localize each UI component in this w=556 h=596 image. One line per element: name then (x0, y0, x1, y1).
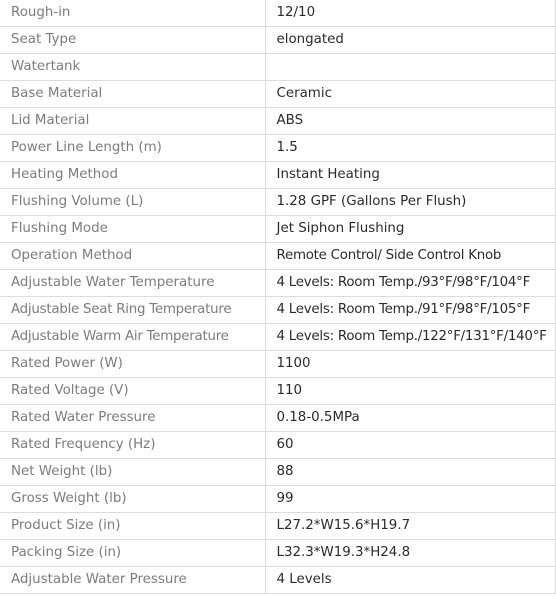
table-row (0, 351, 555, 378)
spec-value: 110 (265, 378, 555, 405)
table-row (0, 459, 555, 486)
table-row (0, 270, 555, 297)
spec-label: Rough-in (0, 0, 265, 27)
spec-value: Instant Heating (265, 162, 555, 189)
table-row (0, 432, 555, 459)
table-row (0, 405, 555, 432)
spec-value: 1.5 (265, 135, 555, 162)
spec-value: Remote Control/ Side Control Knob (265, 243, 555, 270)
spec-label: Operation Method (0, 243, 265, 270)
table-row (0, 378, 555, 405)
spec-label: Rated Voltage (V) (0, 378, 265, 405)
spec-value: 99 (265, 486, 555, 513)
spec-value: ABS (265, 108, 555, 135)
spec-label: Adjustable Water Pressure (0, 567, 265, 594)
spec-label: Net Weight (lb) (0, 459, 265, 486)
spec-label: Power Line Length (m) (0, 135, 265, 162)
spec-value: Ceramic (265, 81, 555, 108)
spec-label: Product Size (in) (0, 513, 265, 540)
spec-value: 1100 (265, 351, 555, 378)
spec-value: Jet Siphon Flushing (265, 216, 555, 243)
table-row (0, 243, 555, 270)
spec-value: L32.3*W19.3*H24.8 (265, 540, 555, 567)
table-row (0, 513, 555, 540)
spec-value: 1.28 GPF (Gallons Per Flush) (265, 189, 555, 216)
spec-label: Adjustable Water Temperature (0, 270, 265, 297)
spec-label: Rated Water Pressure (0, 405, 265, 432)
table-row (0, 324, 555, 351)
spec-label: Lid Material (0, 108, 265, 135)
spec-value: 4 Levels: Room Temp./122°F/131°F/140°F (265, 324, 555, 351)
table-row (0, 81, 555, 108)
spec-value: L27.2*W15.6*H19.7 (265, 513, 555, 540)
spec-label: Adjustable Warm Air Temperature (0, 324, 265, 351)
spec-label: Flushing Mode (0, 216, 265, 243)
spec-value: 0.18-0.5MPa (265, 405, 555, 432)
spec-label: Base Material (0, 81, 265, 108)
table-row (0, 0, 555, 27)
spec-label: Rated Frequency (Hz) (0, 432, 265, 459)
spec-label: Flushing Volume (L) (0, 189, 265, 216)
spec-label: Heating Method (0, 162, 265, 189)
spec-value: 12/10 (265, 0, 555, 27)
table-row (0, 297, 555, 324)
spec-label: Watertank (0, 54, 265, 81)
spec-label: Adjustable Seat Ring Temperature (0, 297, 265, 324)
table-row (0, 486, 555, 513)
table-row (0, 135, 555, 162)
spec-value: elongated (265, 27, 555, 54)
table-row (0, 162, 555, 189)
spec-value: 88 (265, 459, 555, 486)
spec-label: Gross Weight (lb) (0, 486, 265, 513)
table-row (0, 27, 555, 54)
spec-label: Rated Power (W) (0, 351, 265, 378)
table-row (0, 54, 555, 81)
spec-value: 60 (265, 432, 555, 459)
table-row (0, 189, 555, 216)
table-row (0, 108, 555, 135)
table-row (0, 540, 555, 567)
spec-label: Seat Type (0, 27, 265, 54)
spec-label: Packing Size (in) (0, 540, 265, 567)
table-row (0, 216, 555, 243)
spec-value: 4 Levels: Room Temp./93°F/98°F/104°F (265, 270, 555, 297)
spec-value: 4 Levels (265, 567, 555, 594)
table-row (0, 567, 555, 594)
spec-value (265, 54, 555, 81)
spec-value: 4 Levels: Room Temp./91°F/98°F/105°F (265, 297, 555, 324)
